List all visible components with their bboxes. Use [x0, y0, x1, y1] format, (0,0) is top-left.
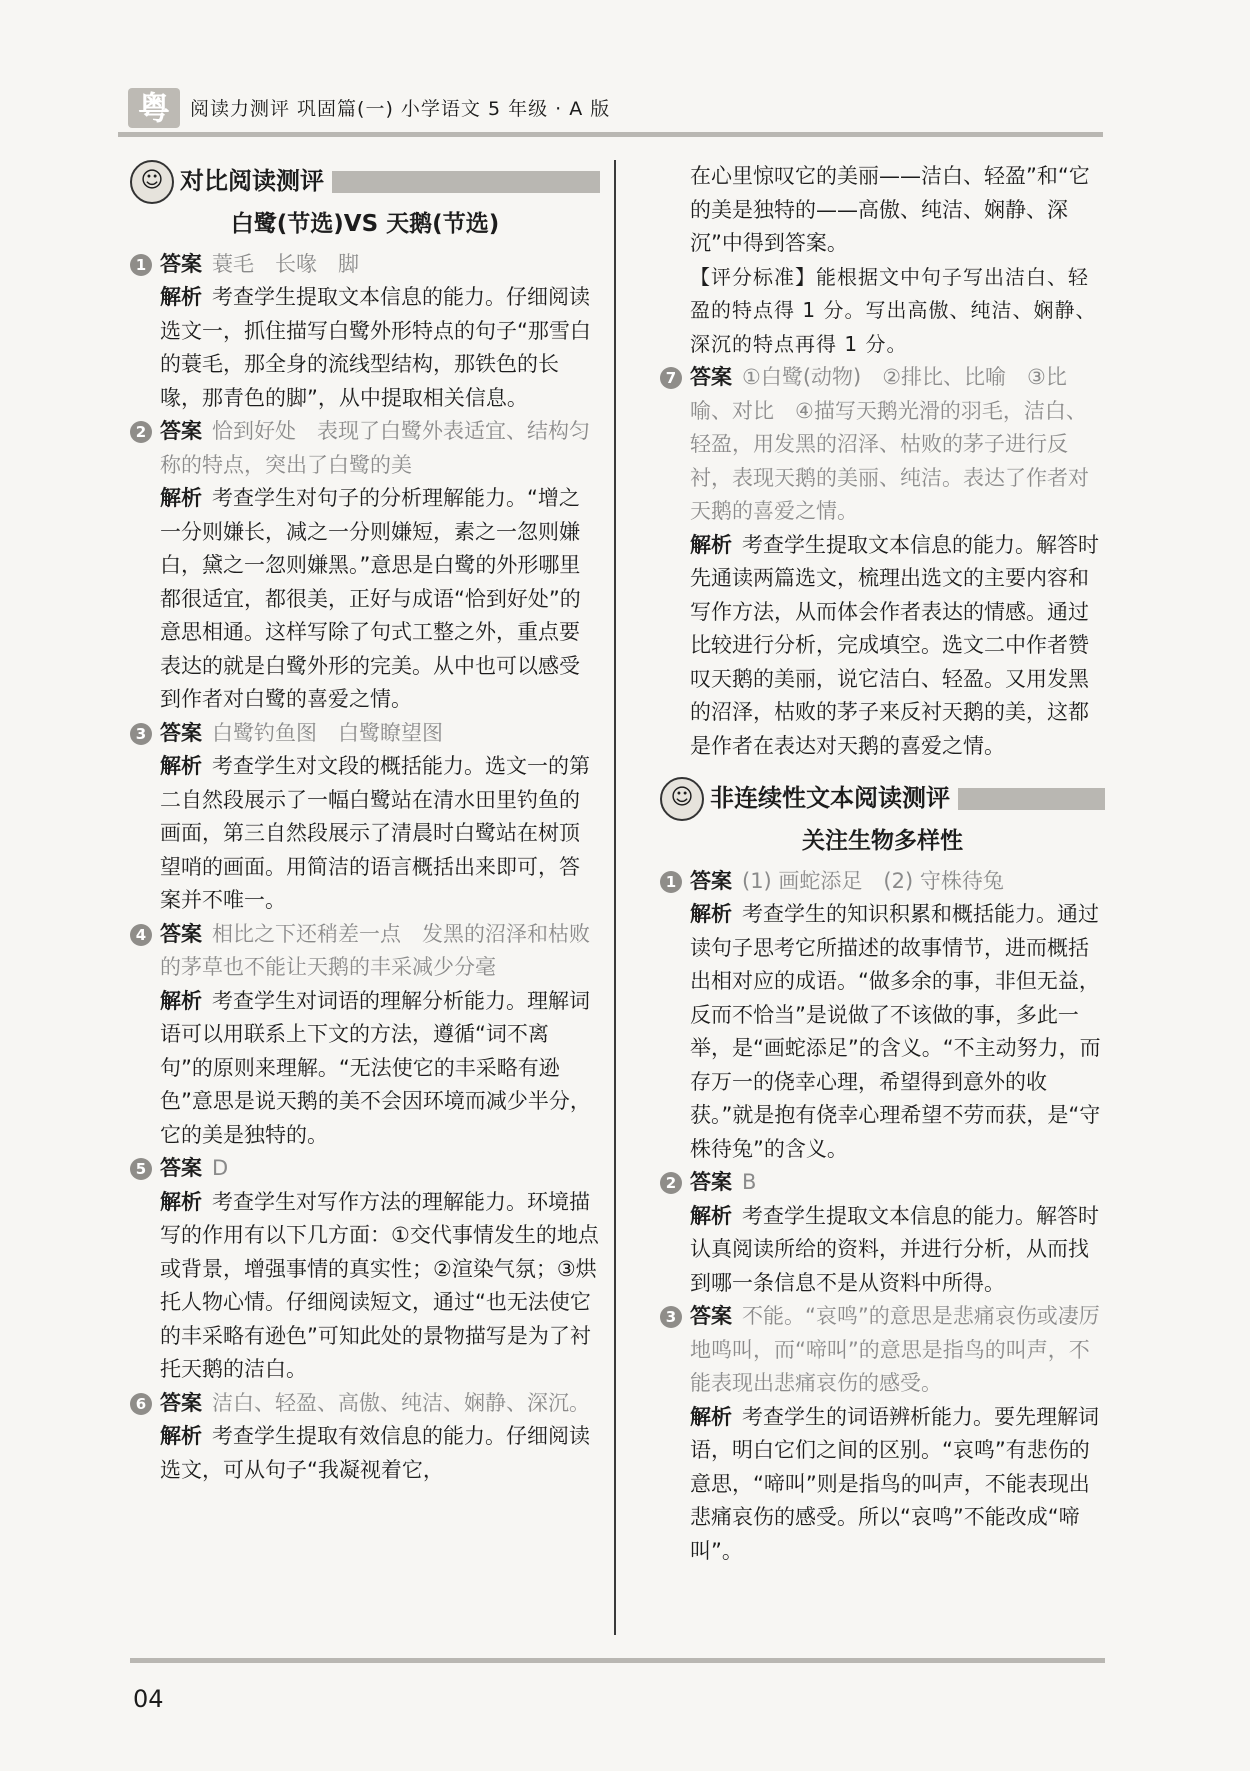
analysis-label: 解析 [160, 754, 202, 778]
analysis-label: 解析 [160, 486, 202, 510]
answer-label: 答案 [160, 251, 202, 276]
answer-item [130, 1387, 600, 1488]
scoring-criteria: 【评分标准】能根据文中句子写出洁白、轻盈的特点得 1 分。写出高傲、纯洁、娴静、深沉的特点再得 1 分。 [690, 264, 1097, 356]
analysis-text: 考查学生提取文本信息的能力。仔细阅读选文一，抓住描写白鹭外形特点的句子“那雪白的蓑毛，那全身的流线型结构，那铁色的长喙，那青色的脚”，从中提取相关信息。 [160, 285, 591, 410]
answer-label: 答案 [160, 419, 202, 443]
answer-item [130, 717, 600, 918]
item-number-badge: 7 [660, 367, 682, 389]
answer-text: B [742, 1170, 757, 1194]
answer-text: 恰到好处 表现了白鹭外表适宜、结构匀称的特点，突出了白鹭的美 [160, 419, 590, 477]
analysis-text: 考查学生对文段的概括能力。选文一的第二自然段展示了一幅白鹭站在清水田里钓鱼的画面，第三自然段展示了清晨时白鹭站在树顶望哨的画面。用简洁的语言概括出来即可，答案并不唯一。 [160, 754, 590, 912]
answer-text: D [212, 1156, 229, 1180]
analysis-text: 考查学生的词语辨析能力。要先理解词语，明白它们之间的区别。“哀鸣”有悲伤的意思，“啼叫”则是指鸟的叫声，不能表现出悲痛哀伤的感受。所以“哀鸣”不能改成“啼叫”。 [690, 1404, 1099, 1563]
answer-label: 答案 [160, 1390, 202, 1415]
item-number-badge: 6 [130, 1393, 152, 1415]
answer-item [660, 1166, 1105, 1300]
analysis-text: 考查学生提取有效信息的能力。仔细阅读选文，可从句子“我凝视着它， [160, 1424, 590, 1482]
mascot-icon: ☺ [660, 777, 704, 821]
analysis-label: 解析 [690, 532, 732, 557]
answer-item [660, 1300, 1105, 1568]
section-title: 非连续性文本阅读测评 [710, 784, 950, 813]
analysis-text: 考查学生的知识积累和概括能力。通过读句子思考它所描述的故事情节，进而概括出相对应的成语。“做多余的事，非但无益，反而不恰当”是说做了不该做的事，多此一举，是“画蛇添足”的含义。“不主动努力，而存万一的侥幸心理，希望得到意外的收获。”就是抱有侥幸心理希望不劳而获，是“守株待兔”的含义。 [690, 902, 1101, 1161]
answer-label: 答案 [160, 1156, 202, 1180]
answer-item [660, 865, 1105, 1167]
analysis-text: 考查学生提取文本信息的能力。解答时先通读两篇选文，梳理出选文的主要内容和写作方法，从而体会作者表达的情感。通过比较进行分析，完成填空。选文二中作者赞叹天鹅的美丽，说它洁白、轻盈。又用发黑的沼泽，枯败的茅子来反衬天鹅的美，这都是作者在表达对天鹅的喜爱之情。 [690, 532, 1099, 758]
analysis-continuation: 在心里惊叹它的美丽——洁白、轻盈”和“它的美是独特的——高傲、纯洁、娴静、深沉”中得到答案。 [690, 164, 1090, 255]
analysis-text: 考查学生对词语的理解分析能力。理解词语可以用联系上下文的方法，遵循“词不离句”的原则来理解。“无法使它的丰采略有逊色”意思是说天鹅的美不会因环境而减少半分，它的美是独特的。 [160, 988, 591, 1147]
section-header-noncontinuous-reading [660, 777, 1105, 821]
answer-item [130, 415, 600, 717]
item-number-badge: 2 [660, 1172, 682, 1194]
answer-text: 白鹭钓鱼图 白鹭瞭望图 [212, 720, 443, 745]
analysis-label: 解析 [160, 988, 202, 1013]
analysis-label: 解析 [690, 1404, 732, 1429]
answer-text: ①白鹭(动物) ②排比、比喻 ③比喻、对比 ④描写天鹅光滑的羽毛，洁白、轻盈，用发黑的沼泽、枯败的茅子进行反衬，表现天鹅的美丽、纯洁。表达了作者对天鹅的喜爱之情。 [690, 365, 1089, 523]
section-bar [332, 171, 600, 193]
item-number-badge: 1 [660, 871, 682, 893]
answer-label: 答案 [160, 921, 202, 946]
answer-label: 答案 [690, 1170, 732, 1194]
mascot-icon: ☺ [130, 160, 174, 204]
item-number-badge: 3 [130, 723, 152, 745]
section-title: 对比阅读测评 [180, 167, 324, 196]
column-divider [614, 160, 616, 1635]
analysis-label: 解析 [690, 902, 732, 926]
footer-rule [130, 1658, 1105, 1663]
analysis-label: 解析 [690, 1203, 732, 1228]
passage-title: 白鹭(节选)VS 天鹅(节选) [230, 211, 500, 237]
answer-item [660, 361, 1105, 763]
analysis-label: 解析 [160, 1424, 202, 1448]
answer-label: 答案 [690, 868, 732, 893]
analysis-text: 考查学生对句子的分析理解能力。“增之一分则嫌长，减之一分则嫌短，素之一忽则嫌白，黛之一忽则嫌黑。”意思是白鹭的外形哪里都很适宜，都很美，正好与成语“恰到好处”的意思相通。这样写除了句式工整之外，重点要表达的就是白鹭外形的完美。从中也可以感受到作者对白鹭的喜爱之情。 [160, 486, 581, 711]
passage-title: 关注生物多样性 [802, 828, 963, 854]
analysis-label: 解析 [160, 285, 202, 309]
answer-label: 答案 [160, 720, 202, 745]
right-column [660, 160, 1105, 1568]
publisher-logo: 粤 [128, 88, 180, 128]
answer-text: 不能。“哀鸣”的意思是悲痛哀伤或凄厉地鸣叫，而“啼叫”的意思是指鸟的叫声，不能表现出悲痛哀伤的感受。 [690, 1304, 1100, 1395]
answer-text: 相比之下还稍差一点 发黑的沼泽和枯败的茅草也不能让天鹅的丰采减少分毫 [160, 921, 590, 979]
header-title: 阅读力测评 巩固篇(一) 小学语文 5 年级 · A 版 [190, 98, 611, 120]
section-header-comparative-reading [130, 160, 600, 204]
left-column [130, 160, 600, 1487]
item-number-badge: 3 [660, 1306, 682, 1328]
answer-item [130, 918, 600, 1153]
header-rule [118, 132, 1103, 137]
analysis-label: 解析 [160, 1189, 202, 1214]
analysis-text: 考查学生对写作方法的理解能力。环境描写的作用有以下几方面：①交代事情发生的地点或背景，增强事情的真实性；②渲染气氛；③烘托人物心情。仔细阅读短文，通过“也无法使它的丰采略有逊色”可知此处的景物描写是为了衬托天鹅的洁白。 [160, 1189, 599, 1381]
answer-item [130, 1152, 600, 1387]
answer-text: 洁白、轻盈、高傲、纯洁、娴静、深沉。 [212, 1390, 590, 1415]
item-number-badge: 2 [130, 421, 152, 443]
answer-item [130, 248, 600, 416]
answer-label: 答案 [690, 365, 732, 389]
page-header [118, 88, 1103, 140]
page-number: 04 [133, 1685, 164, 1713]
section-bar [958, 788, 1105, 810]
item-number-badge: 4 [130, 924, 152, 946]
answer-text: 蓑毛 长喙 脚 [212, 251, 359, 276]
item-number-badge: 5 [130, 1158, 152, 1180]
answer-label: 答案 [690, 1304, 732, 1328]
analysis-text: 考查学生提取文本信息的能力。解答时认真阅读所给的资料，并进行分析，从而找到哪一条信息不是从资料中所得。 [690, 1203, 1099, 1295]
answer-text: (1) 画蛇添足 (2) 守株待兔 [742, 868, 1004, 893]
item-number-badge: 1 [130, 254, 152, 276]
